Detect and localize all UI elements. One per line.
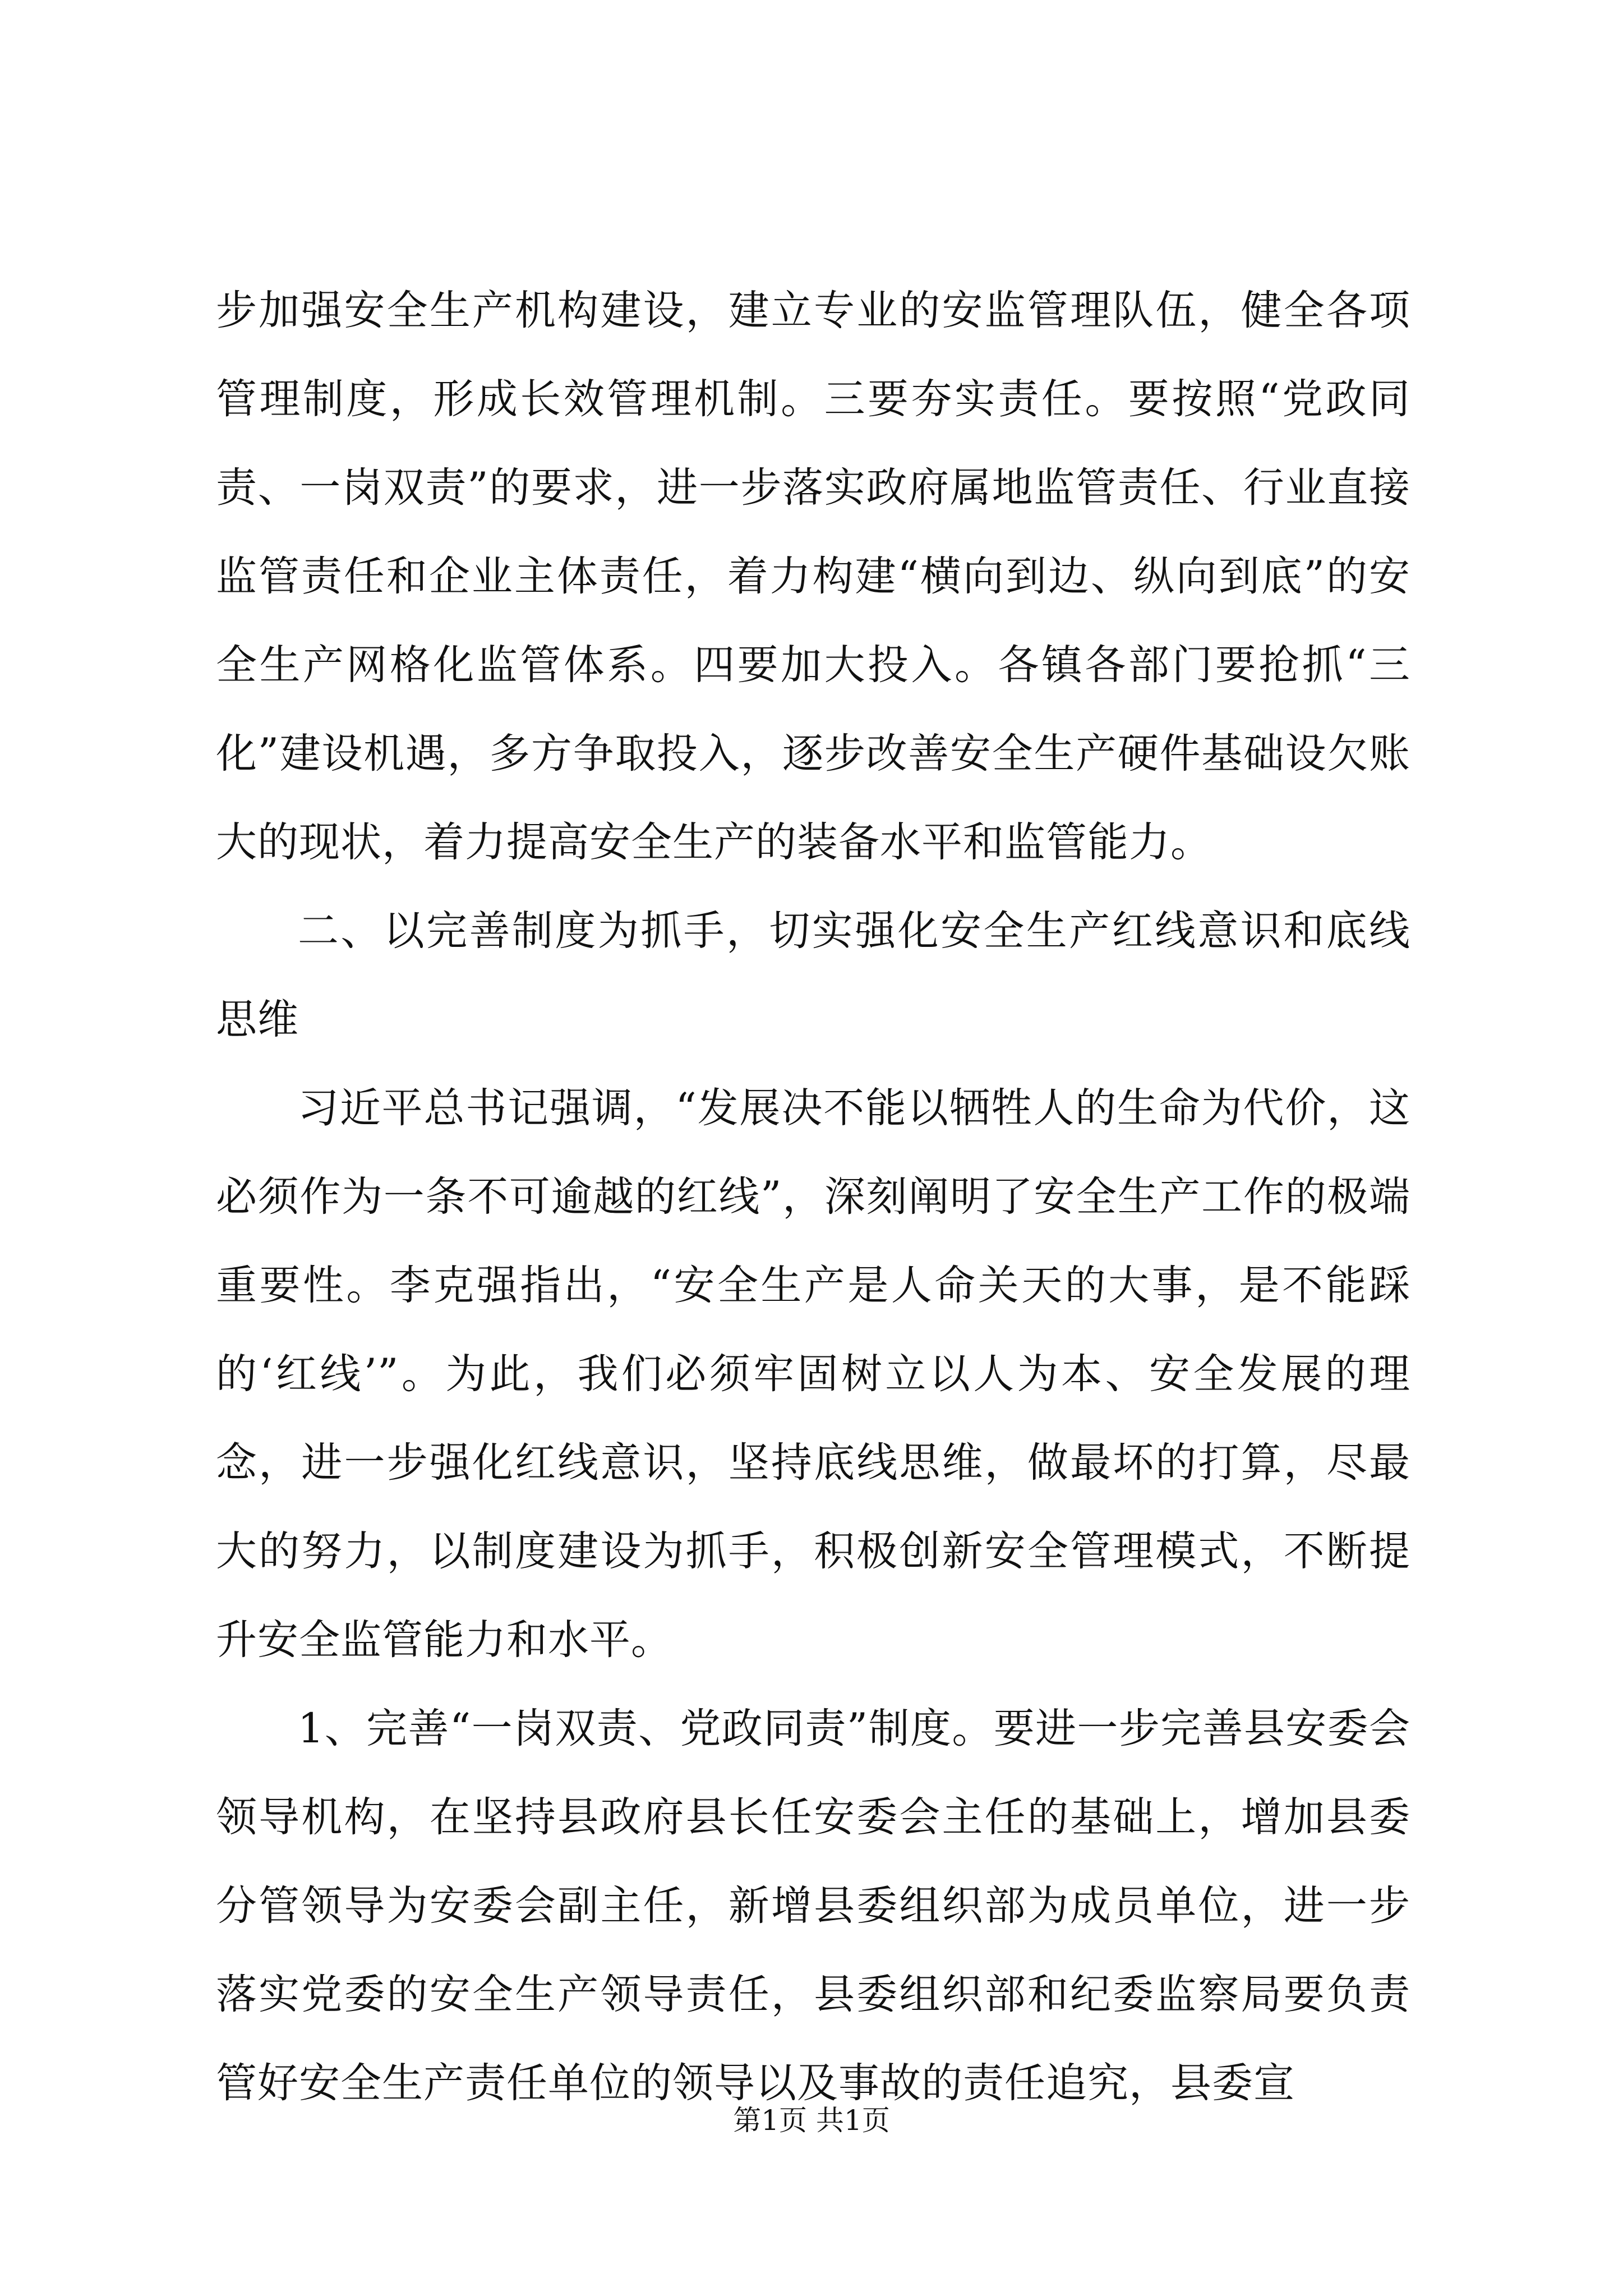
page-footer: 第1页 共1页	[733, 2104, 890, 2137]
section-heading: 二、以完善制度为抓手，切实强化安全生产红线意识和底线思维	[216, 907, 1410, 1043]
paragraph-continuation: 步加强安全生产机构建设，建立专业的安监管理队伍，健全各项管理制度，形成长效管理机制。三要夯实责任。要按照“党政同责、一岗双责”的要求，进一步落实政府属地监管责任、行业直接监管责任和企业主体责任，着力构建“横向到边、纵向到底”的安全生产网格化监管体系。四要加大投入。各镇各部门要抢抓“三化”建设机遇，多方争取投入，逐步改善安全生产硬件基础设欠账大的现状，着力提高安全生产的装备水平和监管能力。	[216, 287, 1410, 866]
paragraph-item-1: 1、完善“一岗双责、党政同责”制度。要进一步完善县安委会领导机构，在坚持县政府县长任安委会主任的基础上，增加县委分管领导为安委会副主任，新增县委组织部为成员单位，进一步落实党委的安全生产领导责任，县委组织部和纪委监察局要负责管好安全生产责任单位的领导以及事故的责任追究，县委宣	[216, 1705, 1410, 2107]
paragraph-quote: 习近平总书记强调，“发展决不能以牺牲人的生命为代价，这必须作为一条不可逾越的红线”，深刻阐明了安全生产工作的极端重要性。李克强指出，“安全生产是人命关天的大事，是不能踩的‘红线’”。为此，我们必须牢固树立以人为本、安全发展的理念，进一步强化红线意识，坚持底线思维，做最坏的打算，尽最大的努力，以制度建设为抓手，积极创新安全管理模式，不断提升安全监管能力和水平。	[216, 1084, 1410, 1664]
document-body	[216, 266, 1410, 2128]
